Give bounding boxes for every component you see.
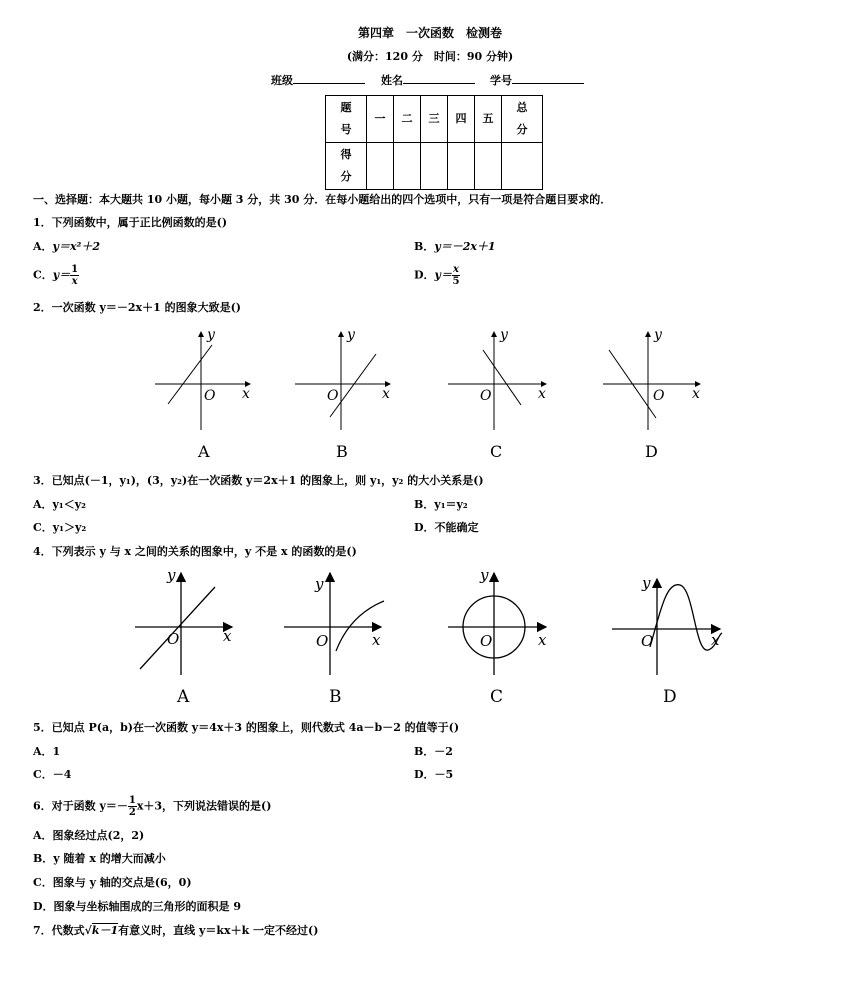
q1-option-c[interactable]: C．y＝ $\frac{1}{x}$ (33, 264, 79, 287)
q4-label-b: B (329, 687, 342, 707)
radicand: k－1 (91, 924, 119, 937)
score-header-cell: 五 (475, 96, 502, 143)
id-field (490, 73, 584, 88)
q2-a-origin: O (204, 388, 216, 404)
question-4-stem: 4．下列表示 y 与 x 之间的关系的图象中，y 不是 x 的函数的是() (33, 545, 357, 558)
q4-b-origin: O (316, 632, 329, 650)
question-3-stem: 3．已知点(－1，y₁)，(3，y₂)在一次函数 y＝2x＋1 的图象上，则 y₁，y₂ 的大小关系是() (33, 474, 484, 487)
q4-label-d: D (663, 687, 677, 707)
q2-b-y-label: y (347, 327, 355, 343)
score-header-cell: 一 (367, 96, 394, 143)
score-table-header-row (326, 96, 543, 143)
score-cell[interactable] (448, 143, 475, 190)
sqrt-symbol: √ (84, 924, 92, 937)
id-label: 学号 (490, 74, 512, 87)
q2-d-y-label: y (654, 327, 662, 343)
q4-graphs (0, 563, 860, 708)
q2-d-origin: O (653, 388, 665, 404)
class-field (271, 73, 365, 88)
q4-b-x-label: x (372, 631, 381, 649)
q5-option-c[interactable]: C．－4 (33, 768, 72, 781)
name-blank[interactable] (403, 73, 475, 84)
score-row-label: 得 分 (326, 143, 367, 190)
q2-graph-b[interactable] (295, 332, 390, 430)
q5-option-b[interactable]: B．－2 (414, 745, 453, 758)
q4-a-y-label: y (167, 566, 176, 584)
page-title: 第四章 一次函数 检测卷 (357, 26, 502, 40)
score-cell[interactable] (475, 143, 502, 190)
q2-label-c: C (490, 442, 503, 461)
score-header-cell: 二 (394, 96, 421, 143)
q6-option-b[interactable]: B．y 随着 x 的增大而减小 (33, 852, 166, 865)
page-subtitle: (满分：120 分 时间：90 分钟) (346, 50, 514, 63)
score-cell[interactable] (421, 143, 448, 190)
q2-label-b: B (336, 442, 348, 461)
q2-b-x-label: x (382, 386, 390, 402)
q4-d-x-label: x (711, 631, 720, 649)
q4-graph-d[interactable] (612, 579, 722, 675)
q1-option-a[interactable]: A．y＝x²＋2 (33, 240, 100, 253)
q2-a-x-label: x (242, 386, 250, 402)
q4-label-c: C (490, 687, 504, 707)
q2-a-y-label: y (207, 327, 215, 343)
q3-option-b[interactable]: B．y₁＝y₂ (414, 498, 468, 511)
q4-graph-c[interactable] (448, 573, 546, 675)
question-1-stem: 1．下列函数中，属于正比例函数的是() (33, 216, 228, 229)
q2-graph-d[interactable] (603, 332, 700, 430)
score-header-cell: 总 分 (502, 96, 543, 143)
q2-graphs (0, 320, 860, 465)
q4-c-y-label: y (480, 566, 489, 584)
q6-option-c[interactable]: C．图象与 y 轴的交点是(6，0) (33, 876, 192, 889)
class-blank[interactable] (293, 73, 365, 84)
score-header-cell: 题 号 (326, 96, 367, 143)
score-table-score-row (326, 143, 543, 190)
q6-option-d[interactable]: D．图象与坐标轴围成的三角形的面积是 9 (33, 900, 242, 913)
q4-c-x-label: x (538, 631, 547, 649)
score-table (325, 95, 543, 190)
id-blank[interactable] (512, 73, 584, 84)
q3-option-a[interactable]: A．y₁＜y₂ (33, 498, 86, 511)
q4-a-x-label: x (223, 627, 232, 645)
question-7-stem: 7．代数式√k－1有意义时，直线 y＝kx＋k 一定不经过() (33, 924, 319, 937)
q4-graph-a[interactable] (135, 573, 232, 675)
q3-option-c[interactable]: C．y₁＞y₂ (33, 521, 87, 534)
q4-b-y-label: y (315, 575, 324, 593)
name-label: 姓名 (381, 74, 403, 87)
score-cell[interactable] (502, 143, 543, 190)
score-header-cell: 四 (448, 96, 475, 143)
name-field (381, 73, 475, 88)
q2-label-a: A (198, 442, 210, 461)
score-cell[interactable] (367, 143, 394, 190)
q2-c-x-label: x (538, 386, 546, 402)
q4-graph-b[interactable] (284, 573, 384, 675)
q2-graph-c[interactable] (448, 332, 546, 430)
section-heading: 一、选择题：本大题共 10 小题，每小题 3 分，共 30 分．在每小题给出的四个选项中，只有一项是符合题目要求的． (33, 193, 612, 206)
q5-option-a[interactable]: A．1 (33, 745, 61, 758)
class-label: 班级 (271, 74, 293, 87)
q1-option-d[interactable]: D．y＝ $\frac{x}{5}$ (414, 264, 460, 287)
q6-option-a[interactable]: A．图象经过点(2，2) (33, 829, 145, 842)
question-2-stem: 2．一次函数 y＝－2x＋1 的图象大致是() (33, 301, 241, 314)
q3-option-d[interactable]: D．不能确定 (414, 521, 479, 534)
q4-c-origin: O (480, 632, 493, 650)
q4-d-y-label: y (642, 574, 651, 592)
question-6-stem: 6．对于函数 y＝－ $\frac{1}{2}$ x＋3，下列说法错误的是() (33, 795, 272, 818)
q2-graph-a[interactable] (155, 332, 250, 430)
score-header-cell: 三 (421, 96, 448, 143)
question-5-stem: 5．已知点 P(a，b)在一次函数 y＝4x＋3 的图象上，则代数式 4a－b－2 的值等于() (33, 721, 460, 734)
q5-option-d[interactable]: D．－5 (414, 768, 454, 781)
q4-label-a: A (177, 687, 190, 707)
q2-label-d: D (645, 442, 658, 461)
q2-d-x-label: x (692, 386, 700, 402)
q2-c-y-label: y (500, 327, 508, 343)
q4-d-origin: O (641, 632, 654, 650)
q2-c-origin: O (480, 388, 492, 404)
q4-a-origin: O (167, 630, 180, 648)
q2-b-origin: O (327, 388, 339, 404)
score-cell[interactable] (394, 143, 421, 190)
q1-option-b[interactable]: B．y＝－2x＋1 (414, 240, 496, 253)
